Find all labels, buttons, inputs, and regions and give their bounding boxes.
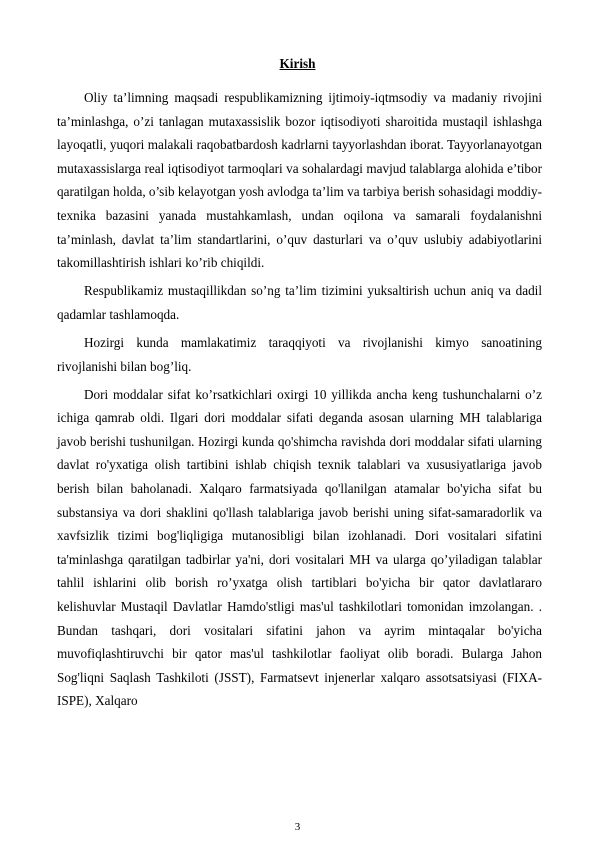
page-title: Kirish <box>279 56 316 71</box>
paragraph-3: Hozirgi kunda mamlakatimiz taraqqiyoti va rivojlanishi kimyo sanoatining rivojlanishi bilan bog’liq. <box>57 334 542 374</box>
paragraph-4: Dori moddalar sifat ko’rsatkichlari oxirgi 10 yillikda ancha keng tushunchalarni o’z ichiga qamrab oldi. Ilgari dori moddalar sifati deganda asosan ularning MH talablariga javob berishi tushunilgan. Hozirgi kunda qo'shimcha ravishda dori moddalar sifati ularning davlat ro'yxatiga olish tartibini ishlab chiqish texnik talablari va xususiyatlariga javob berish bilan baholanadi. Xalqaro farmatsiyada qo'llanilgan atamalar bo'yicha sifat bu substansiya va dori shaklini qo'llash talablariga javob berishi uning sifat-samaradorlik va xavfsizlik tizimi bog'liqligiga mutanosibligi bilan izohlanadi. Dori vositalari sifatini ta'minlashga qaratilgan tadbirlar ya'ni, dori vositalari MH va ularga qo’yiladigan talablar tahlil ishlarini olib borish ro’yxatga olish tartiblari bo'yicha bir qator davlatlararo kelishuvlar Mustaqil Davlatlar Hamdo'stligi mas'ul tashkilotlari tomonidan imzolangan. . Bundan tashqari, dori vositalari sifatini jahon va ayrim mintaqalar bo'yicha muvofiqlashtiruvchi bir qator mas'ul tashkilotlar faoliyat olib boradi. Bularga Jahon Sog'liqni Saqlash Tashkiloti (JSST), Farmatsevt injenerlar xalqaro assotsatsiyasi (FIXA-ISPE), Xalqaro <box>57 386 542 709</box>
page-number: 3 <box>294 821 301 833</box>
body-text <box>57 86 542 717</box>
paragraph-1: Oliy ta’limning maqsadi respublikamizning ijtimoiy-iqtmsodiy va madaniy rivojini ta’minlashga, o’zi tanlagan mutaxassislik bozor iqtisodiyoti sharoitida mustaqil ishlashga layoqatli, yuqori malakali raqobatbardosh kadrlarni tayyorlashdan iborat. Tayyorlanayotgan mutaxassislarga real iqtisodiyot tarmoqlari va sohalardagi mavjud talablarga alohida e’tibor qaratilgan holda, o’sib kelayotgan yosh avlodga ta’lim va tarbiya berish sohasidagi moddiy-texnika bazasini yanada mustahkamlash, undan oqilona va samarali foydalanishni ta’minlash, davlat ta’lim standartlarini, o’quv dasturlari va o’quv uslubiy adabiyotlarini takomillashtirish ishlari ko’rib chiqildi. <box>57 90 542 271</box>
paragraph-2: Respublikamiz mustaqillikdan so’ng ta’lim tizimini yuksaltirish uchun aniq va dadil qadamlar tashlamoqda. <box>57 283 542 322</box>
